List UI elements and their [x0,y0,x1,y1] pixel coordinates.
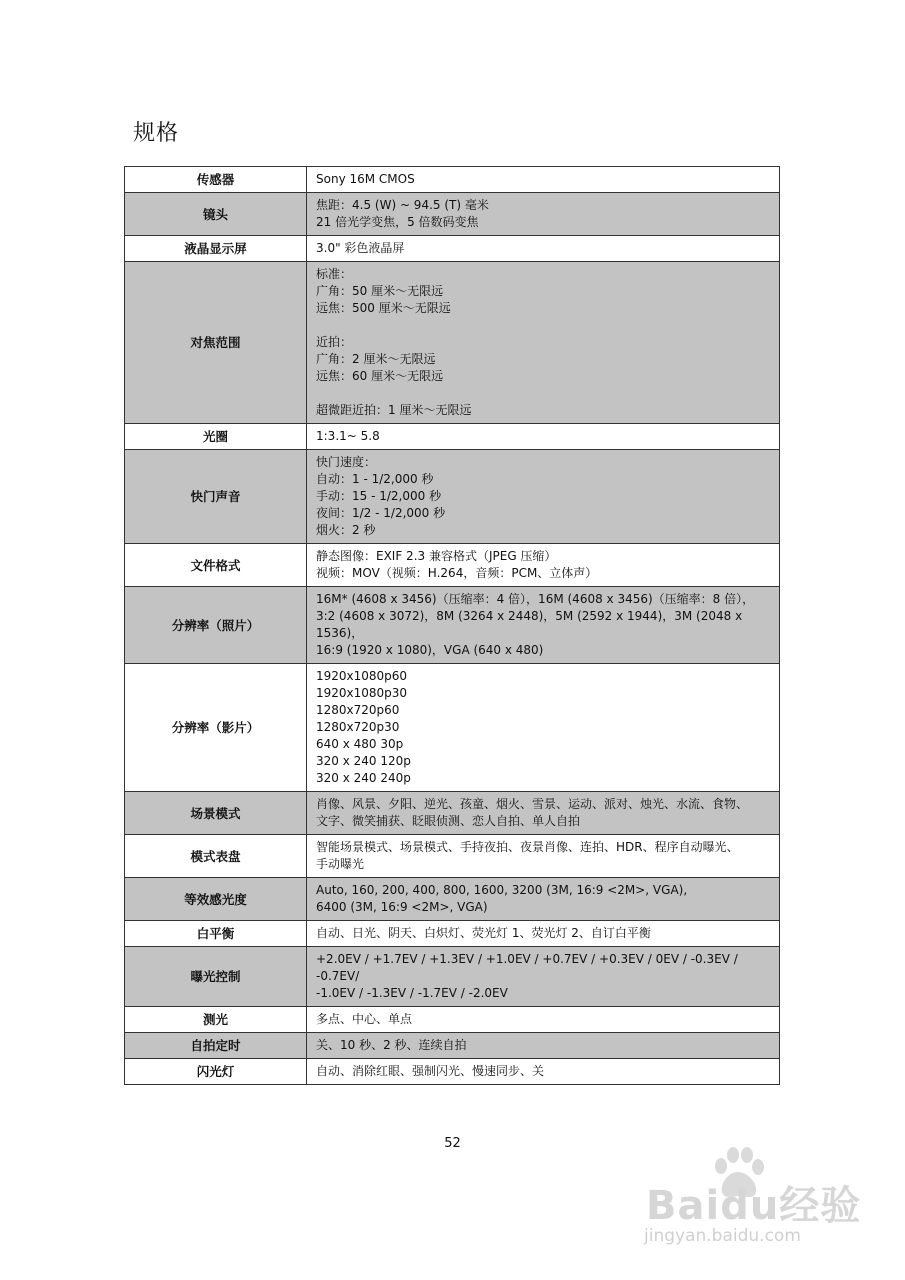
spec-row [125,921,780,947]
spec-row [125,236,780,262]
spec-value: 肖像、风景、夕阳、逆光、孩童、烟火、雪景、运动、派对、烛光、水流、食物、 文字、微笑捕获、眨眼侦测、恋人自拍、单人自拍 [307,792,780,835]
page-title: 规格 [133,121,180,146]
spec-value: 智能场景模式、场景模式、手持夜拍、夜景肖像、连拍、HDR、程序自动曝光、 手动曝光 [307,835,780,878]
spec-table [124,166,780,1085]
spec-row [125,450,780,544]
spec-value: 静态图像：EXIF 2.3 兼容格式（JPEG 压缩） 视频：MOV（视频：H.264，音频：PCM、立体声） [307,544,780,587]
spec-label: 曝光控制 [125,947,307,1007]
spec-value: Sony 16M CMOS [307,167,780,193]
spec-row [125,1007,780,1033]
spec-label: 分辨率（照片） [125,587,307,664]
spec-row [125,878,780,921]
spec-label: 光圈 [125,424,307,450]
watermark-brand: Baidu经验 [646,1183,862,1229]
spec-value: 自动、日光、阴天、白炽灯、荧光灯 1、荧光灯 2、自订白平衡 [307,921,780,947]
spec-value: 关、10 秒、2 秒、连续自拍 [307,1033,780,1059]
spec-value: 多点、中心、单点 [307,1007,780,1033]
spec-label: 自拍定时 [125,1033,307,1059]
spec-value: 快门速度： 自动：1 - 1/2,000 秒 手动：15 - 1/2,000 秒 夜间：1/2 - 1/2,000 秒 烟火：2 秒 [307,450,780,544]
spec-row [125,792,780,835]
spec-row [125,1033,780,1059]
spec-value: 1:3.1~ 5.8 [307,424,780,450]
spec-value: 3.0" 彩色液晶屏 [307,236,780,262]
spec-row [125,835,780,878]
spec-label: 传感器 [125,167,307,193]
watermark-url: jingyan.baidu.com [644,1226,801,1246]
spec-table-body [125,167,780,1085]
spec-row [125,544,780,587]
spec-row [125,167,780,193]
spec-label: 文件格式 [125,544,307,587]
spec-label: 模式表盘 [125,835,307,878]
spec-label: 镜头 [125,193,307,236]
spec-value: 标准： 广角：50 厘米～无限远 远焦：500 厘米～无限远 近拍： 广角：2 厘米～无限远 远焦：60 厘米～无限远 超微距近拍：1 厘米～无限远 [307,262,780,424]
spec-row [125,193,780,236]
spec-label: 白平衡 [125,921,307,947]
spec-value: 焦距：4.5 (W) ~ 94.5 (T) 毫米 21 倍光学变焦，5 倍数码变焦 [307,193,780,236]
spec-row [125,664,780,792]
spec-label: 液晶显示屏 [125,236,307,262]
spec-row [125,1059,780,1085]
spec-value: 1920x1080p60 1920x1080p30 1280x720p60 1280x720p30 640 x 480 30p 320 x 240 120p 320 x 240 240p [307,664,780,792]
baidu-watermark [640,1140,890,1260]
page-number: 52 [444,1136,461,1151]
spec-value: 自动、消除红眼、强制闪光、慢速同步、关 [307,1059,780,1085]
spec-value: 16M* (4608 x 3456)（压缩率：4 倍），16M (4608 x 3456)（压缩率：8 倍）， 3:2 (4608 x 3072)，8M (3264 x 2448)，5M (2592 x 1944)，3M (2048 x 1536)， 16:9 (1920 x 1080)，VGA (640 x 480) [307,587,780,664]
spec-row [125,424,780,450]
spec-row [125,947,780,1007]
spec-value: Auto, 160, 200, 400, 800, 1600, 3200 (3M, 16:9 <2M>, VGA), 6400 (3M, 16:9 <2M>, VGA) [307,878,780,921]
spec-label: 场景模式 [125,792,307,835]
spec-row [125,587,780,664]
spec-label: 对焦范围 [125,262,307,424]
spec-row [125,262,780,424]
spec-label: 分辨率（影片） [125,664,307,792]
spec-value: +2.0EV / +1.7EV / +1.3EV / +1.0EV / +0.7EV / +0.3EV / 0EV / -0.3EV / -0.7EV/ -1.0EV / -1.3EV / -1.7EV / -2.0EV [307,947,780,1007]
spec-label: 测光 [125,1007,307,1033]
spec-label: 快门声音 [125,450,307,544]
spec-label: 闪光灯 [125,1059,307,1085]
spec-label: 等效感光度 [125,878,307,921]
